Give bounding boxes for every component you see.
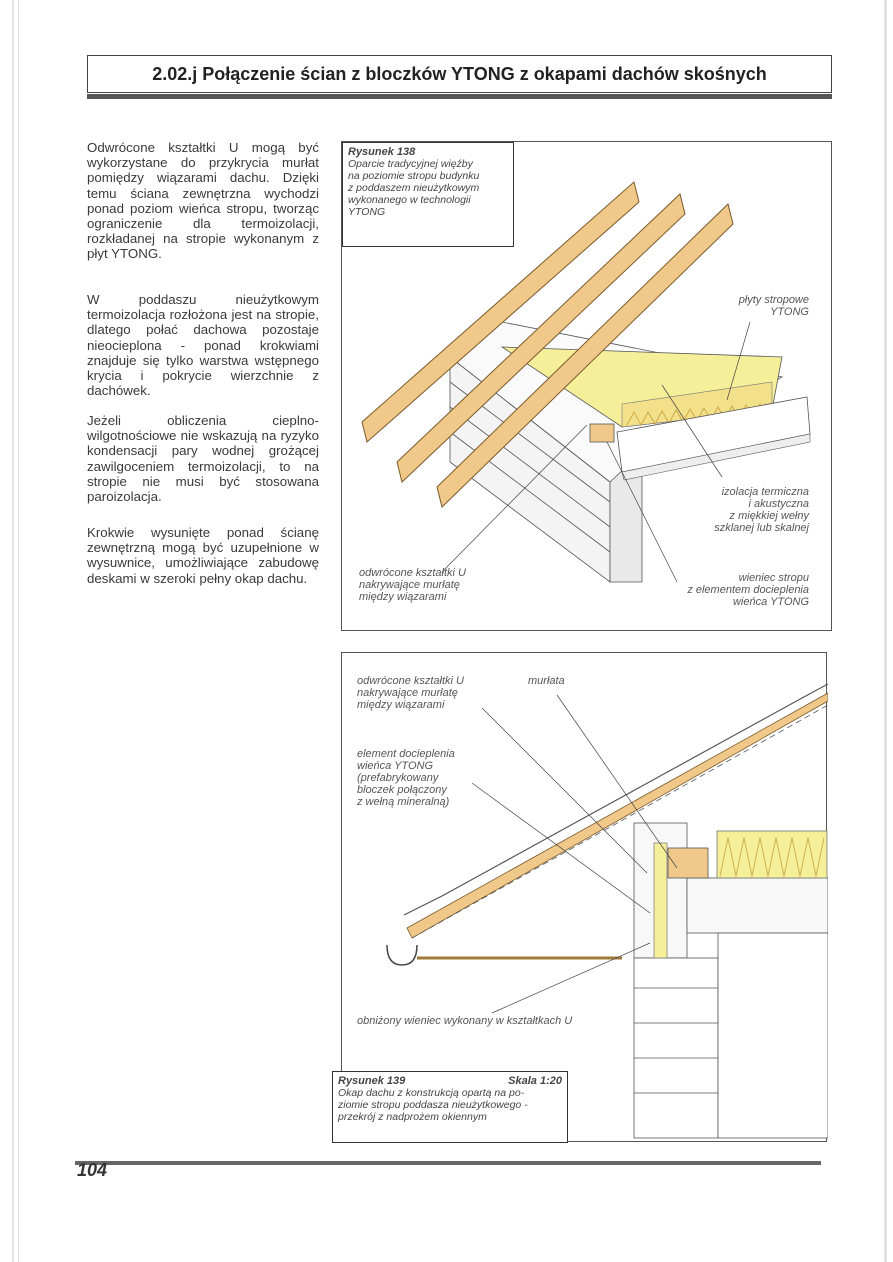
figure-139-caption-line: Okap dachu z konstrukcją opartą na po- [338,1087,525,1099]
figure-139-caption [332,1071,568,1143]
label-obnizony-wieniec: obniżony wieniec wykonany w kształtkach U [357,1015,573,1027]
paragraph-1: Odwrócone kształtki U mogą być wykorzystane do przykrycia murłat pomiędzy wiązarami dachu. Dzięki temu ściana zewnętrzna wychodzi ponad poziom wieńca stropu, tworząc ograniczenie dla termoizolacji, rozkładanej na stropie wykonanym z płyt YTONG. [87,140,319,262]
figure-138-caption-line: Oparcie tradycyjnej więźby [348,158,473,170]
figure-139-scale: Skala 1:20 [508,1075,562,1087]
paragraph-4: Krokwie wysunięte ponad ścianę zewnętrzną mogą być uzupełnione w wysuwnice, umożliwiające zabudowę deskami w szeroki pełny okap dachu. [87,525,319,586]
label-ksztaltki-u: odwrócone kształtki U nakrywające murłatę między wiązarami [359,567,466,603]
figure-138-caption-line: z poddaszem nieużytkowym [348,182,480,194]
paragraph-2: W poddaszu nieużytkowym termoizolacja rozłożona jest na stropie, dlatego połać dachowa pozostaje nieocieplona - ponad krokwiami znajduje się tylko warstwa wstępnego krycia i pokrycie wierzchnie z dachówek. [87,292,319,399]
paragraph-3: Jeżeli obliczenia cieplno-wilgotnościowe nie wskazują na ryzyko kondensacji pary wodnej grożącej zawilgoceniem termoizolacji, to na stropie nie musi być stosowana paroizolacja. [87,413,319,505]
figure-138-caption [342,142,514,247]
section-header [87,55,832,93]
figure-139-caption-line: przekrój z nadprożem okiennym [338,1111,487,1123]
figure-138-caption-line: YTONG [348,206,386,218]
label-element-docieplenia: element docieplenia wieńca YTONG (prefabrykowany bloczek połączony z wełną mineralną) [357,748,455,808]
figure-139 [338,652,827,1142]
figure-139-number: Rysunek 139 [338,1075,406,1087]
figure-138-caption-line: wykonanego w technologii [348,194,471,206]
figure-138 [341,141,832,631]
label-murlata: murłata [528,675,565,687]
label-izolacja: izolacja termiczna i akustyczna z miękkiej wełny szklanej lub skalnej [714,486,809,534]
figure-139-caption-line: ziomie stropu poddasza nieużytkowego - [338,1099,528,1111]
header-rule [87,94,832,99]
label-ksztaltki-u-2: odwrócone kształtki U nakrywające murłatę między wiązarami [357,675,464,711]
section-title: 2.02.j Połączenie ścian z bloczków YTONG z okapami dachów skośnych [152,64,767,84]
figure-138-caption-line: na poziomie stropu budynku [348,170,480,182]
figure-138-number: Rysunek 138 [348,146,416,158]
figure-139-drawing [342,653,828,1143]
footer-rule [75,1161,821,1165]
label-wieniec-stropu: wieniec stropu z elementem docieplenia wieńca YTONG [687,572,809,608]
label-plyty-stropowe: płyty stropowe YTONG [738,294,809,318]
page-number: 104 [77,1160,108,1180]
